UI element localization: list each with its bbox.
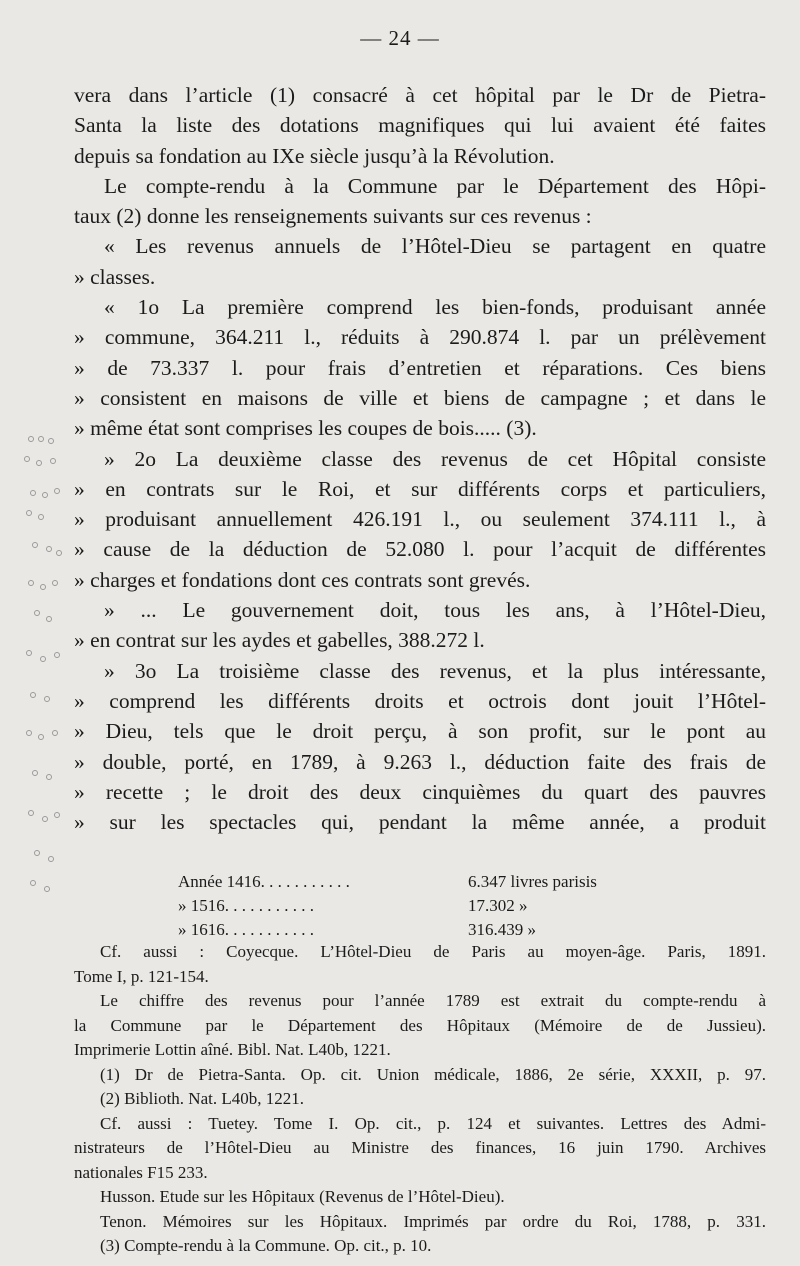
text-line: » cause de la déduction de 52.080 l. pour l’acquit de différentes bbox=[74, 537, 766, 562]
footnote-line: Imprimerie Lottin aîné. Bibl. Nat. L40b, 1221. bbox=[74, 1040, 391, 1059]
main-text bbox=[74, 80, 766, 837]
footnote-line: (3) Compte-rendu à la Commune. Op. cit., p. 10. bbox=[100, 1236, 432, 1255]
text-line: » de 73.337 l. pour frais d’entretien et réparations. Ces biens bbox=[74, 355, 766, 380]
text-line: » en contrats sur le Roi, et sur différents corps et particuliers, bbox=[74, 476, 766, 501]
text-line: » commune, 364.211 l., réduits à 290.874 l. par un prélèvement bbox=[74, 325, 766, 350]
year-cell: Année 1416. . . . . . . . . . . bbox=[178, 872, 350, 891]
text-line: » charges et fondations dont ces contrats sont grevés. bbox=[74, 567, 531, 592]
text-line: » en contrat sur les aydes et gabelles, 388.272 l. bbox=[74, 628, 485, 653]
text-line: » Dieu, tels que le droit perçu, à son profit, sur le pont au bbox=[74, 719, 766, 744]
text-line: vera dans l’article (1) consacré à cet hôpital par le Dr de Pietra- bbox=[74, 83, 766, 107]
footnote-line: nistrateurs de l’Hôtel-Dieu au Ministre des finances, 16 juin 1790. Archives bbox=[74, 1138, 766, 1157]
text-line: » produisant annuellement 426.191 l., ou seulement 374.111 l., à bbox=[74, 507, 766, 532]
text-line: » double, porté, en 1789, à 9.263 l., déduction faite des frais de bbox=[74, 749, 766, 774]
text-line: depuis sa fondation au IXe siècle jusqu’à la Révolution. bbox=[74, 143, 555, 168]
footnote-line: Cf. aussi : Coyecque. L’Hôtel-Dieu de Paris au moyen-âge. Paris, 1891. bbox=[100, 942, 766, 961]
text-line: » sur les spectacles qui, pendant la même année, a produit bbox=[74, 810, 766, 835]
revenue-table bbox=[74, 870, 766, 942]
footnote-line: Husson. Etude sur les Hôpitaux (Revenus de l’Hôtel-Dieu). bbox=[100, 1187, 505, 1206]
footnote-line: (1) Dr de Pietra-Santa. Op. cit. Union médicale, 1886, 2e série, XXXII, p. 97. bbox=[100, 1064, 766, 1084]
text-line: » 3o La troisième classe des revenus, et la plus intéressante, bbox=[104, 658, 766, 683]
footnote-line: Cf. aussi : Tuetey. Tome I. Op. cit., p. 124 et suivantes. Lettres des Admi- bbox=[100, 1113, 766, 1133]
footnote-line: nationales F15 233. bbox=[74, 1162, 208, 1182]
amount-cell: 17.302 » bbox=[468, 896, 528, 915]
footnote-line: (2) Biblioth. Nat. L40b, 1221. bbox=[100, 1089, 304, 1108]
footnote-line: Le chiffre des revenus pour l’année 1789 est extrait du compte-rendu à bbox=[100, 991, 766, 1010]
text-line: » comprend les différents droits et octrois dont jouit l’Hôtel- bbox=[74, 688, 766, 713]
table-row bbox=[74, 918, 766, 942]
amount-cell: 316.439 » bbox=[468, 920, 536, 939]
footnotes bbox=[74, 940, 766, 1259]
text-line: » 2o La deuxième classe des revenus de cet Hôpital consiste bbox=[104, 446, 766, 471]
margin-perforation-marks bbox=[18, 430, 70, 900]
text-line: » consistent en maisons de ville et biens de campagne ; et dans le bbox=[74, 385, 766, 410]
text-line: « 1o La première comprend les bien-fonds, produisant année bbox=[104, 295, 766, 320]
text-line: « Les revenus annuels de l’Hôtel-Dieu se partagent en quatre bbox=[104, 234, 766, 259]
text-line: taux (2) donne les renseignements suivants sur ces revenus : bbox=[74, 204, 592, 229]
amount-cell: 6.347 livres parisis bbox=[468, 872, 597, 891]
text-line: » classes. bbox=[74, 264, 156, 289]
year-cell: » 1616. . . . . . . . . . . bbox=[178, 920, 314, 939]
footnote-line: Tenon. Mémoires sur les Hôpitaux. Imprimés par ordre du Roi, 1788, p. 331. bbox=[100, 1211, 766, 1231]
text-line: » recette ; le droit des deux cinquièmes du quart des pauvres bbox=[74, 779, 766, 804]
text-line: Santa la liste des dotations magnifiques qui lui avaient été faites bbox=[74, 113, 766, 138]
footnote-line: Tome I, p. 121-154. bbox=[74, 966, 209, 986]
text-line: Le compte-rendu à la Commune par le Département des Hôpi- bbox=[104, 173, 766, 198]
text-line: » même état sont comprises les coupes de bois..... (3). bbox=[74, 416, 537, 441]
table-row bbox=[74, 870, 766, 894]
text-line: » ... Le gouvernement doit, tous les ans, à l’Hôtel-Dieu, bbox=[104, 598, 766, 623]
year-cell: » 1516. . . . . . . . . . . bbox=[178, 896, 314, 915]
page-number: — 24 — bbox=[360, 26, 440, 50]
footnote-line: la Commune par le Département des Hôpitaux (Mémoire de de Jussieu). bbox=[74, 1015, 766, 1035]
table-row bbox=[74, 894, 766, 918]
